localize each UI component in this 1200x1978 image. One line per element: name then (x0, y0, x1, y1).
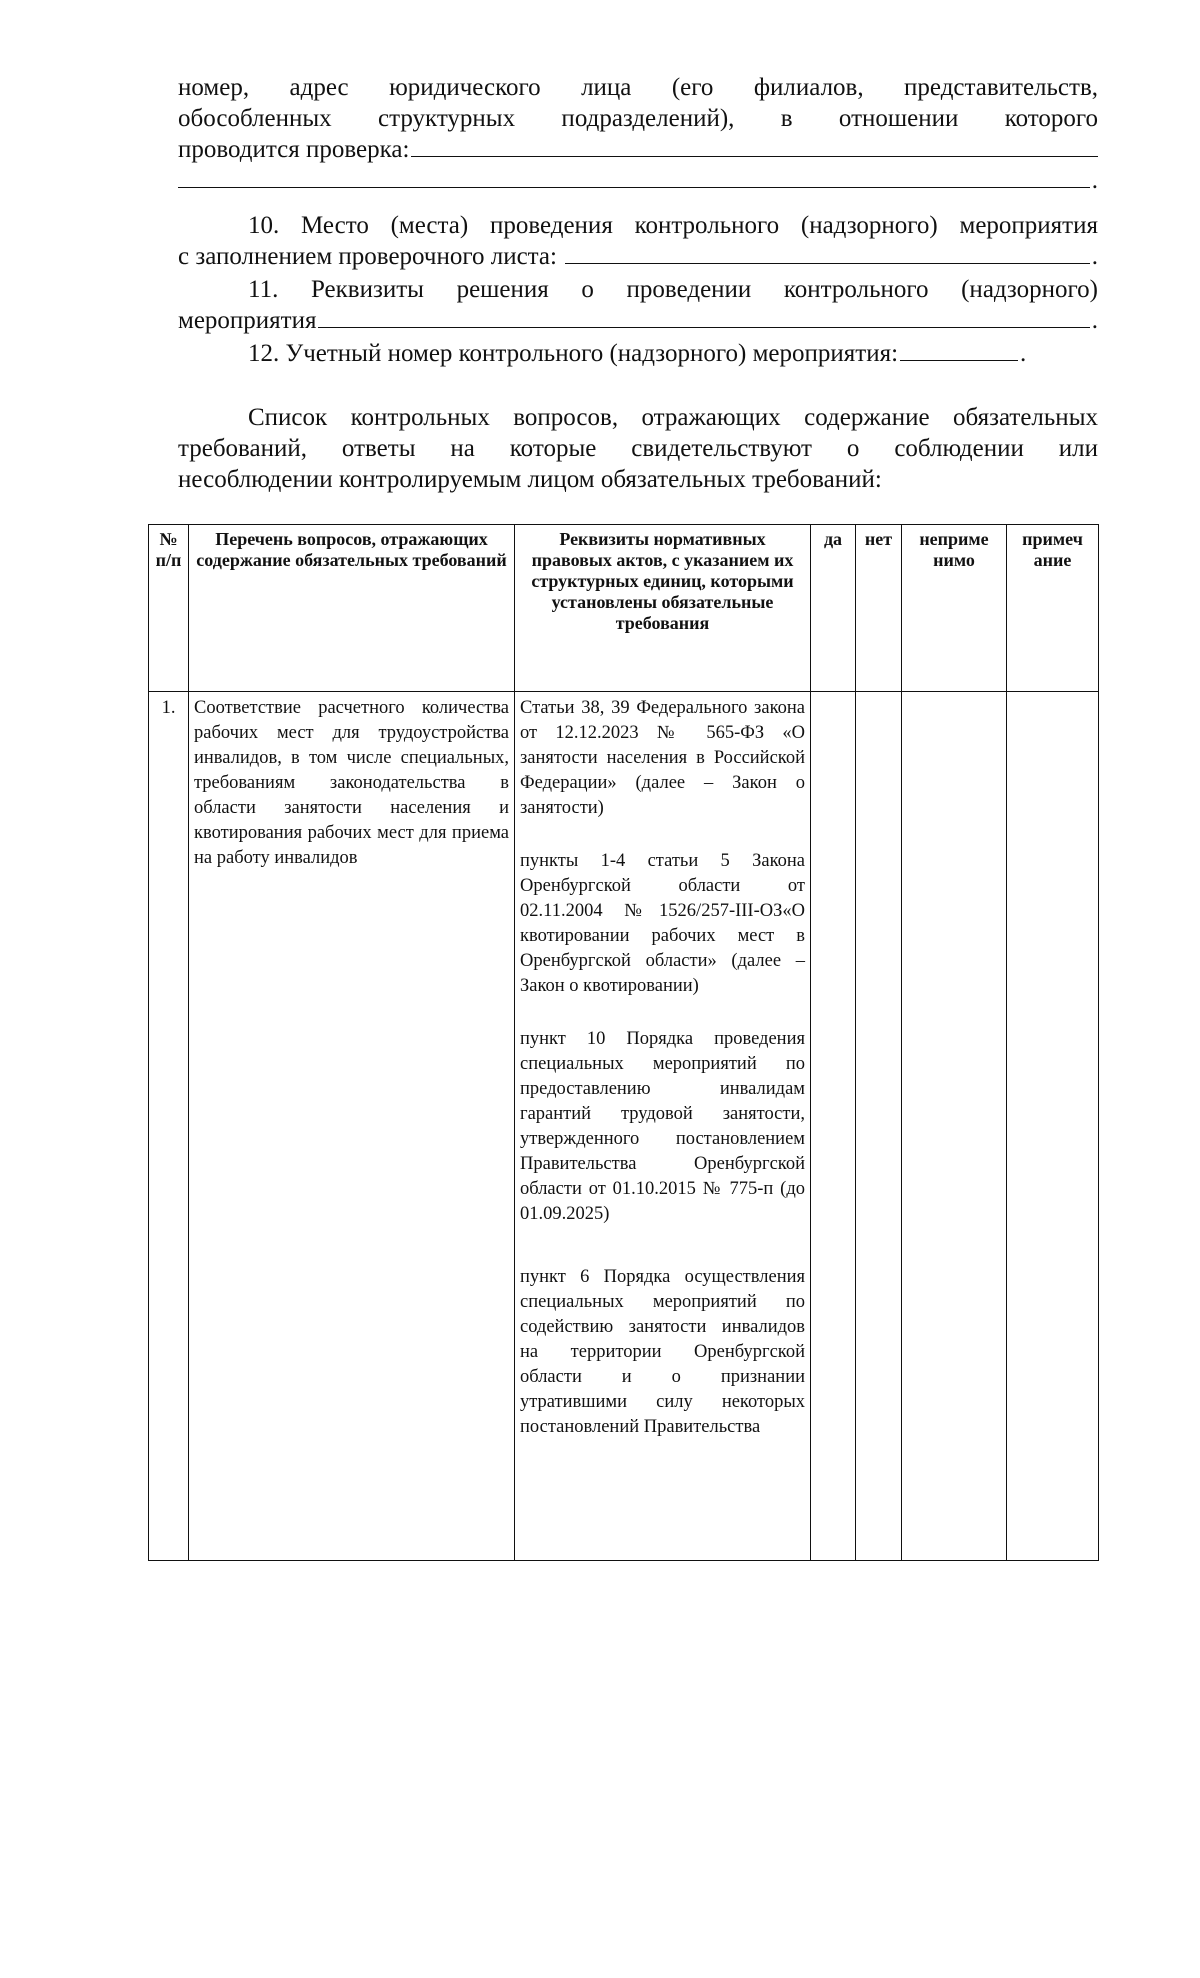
row-no-cell[interactable] (856, 692, 902, 1561)
inspection-place-blank[interactable] (565, 243, 1090, 264)
item-12-text: 12. Учетный номер контрольного (надзорного) мероприятия: (248, 340, 899, 367)
item-10-period: . (1091, 243, 1098, 270)
row-num: 1. (149, 692, 189, 1561)
item-12-period: . (1020, 340, 1027, 367)
row-note-cell[interactable] (1007, 692, 1099, 1561)
checklist-table (148, 524, 1099, 1561)
item-12-line-1 (178, 338, 1098, 369)
row-question: Соответствие расчетного количества рабочих мест для трудоустройства инвалидов, в том числе специальных, требованиям законодательства в области занятости населения и квотирования рабочих мест для приема на работу инвалидов (189, 692, 515, 1561)
requisite-4: пункт 6 Порядка осуществления специальных мероприятий по содействию занятости инвалидов на территории Оренбургской области и о признании утратившими силу некоторых постановлений Правительства (520, 1267, 805, 1437)
header-no: нет (856, 525, 902, 692)
requisite-3: пункт 10 Порядка проведения специальных мероприятий по предоставлению инвалидам гарантий трудовой занятости, утвержденного постановлением Правительства Оренбургской области от 01.10.2015 № 775-п (до 01.09.2025) (520, 1029, 805, 1224)
row-yes-cell[interactable] (811, 692, 856, 1561)
record-number-blank[interactable] (900, 340, 1018, 361)
item-12 (178, 338, 1098, 369)
header-na: неприме нимо (902, 525, 1007, 692)
item-10-line-2-text: с заполнением проверочного листа: (178, 243, 557, 270)
item-11-period: . (1091, 307, 1098, 334)
requisite-2: пункты 1-4 статьи 5 Закона Оренбургской области от 02.11.2004 №1526/257-III-ОЗ«О квотировании рабочих мест в Оренбургской области» (далее – Закон о квотировании) (520, 851, 805, 996)
list-intro-line-1: Список контрольных вопросов, отражающих содержание обязательных (248, 404, 1098, 431)
item-10-line-2 (178, 241, 1098, 272)
intro-line-3-text: проводится проверка: (178, 136, 410, 163)
item-11 (178, 274, 1098, 336)
header-yes: да (811, 525, 856, 692)
item-10 (178, 210, 1098, 272)
header-requisites: Реквизиты нормативных правовых актов, с указанием их структурных единиц, которыми установлены обязательные требования (515, 525, 811, 692)
table-header-row (149, 525, 1099, 692)
header-num: № п/п (149, 525, 189, 692)
list-intro-line-3: несоблюдении контролируемым лицом обязательных требований: (178, 466, 882, 493)
intro-paragraph (178, 72, 1098, 196)
item-11-line-2 (178, 305, 1098, 336)
intro-line-4 (178, 165, 1098, 196)
requisite-1: Статьи 38, 39 Федерального закона от 12.12.2023 № 565-ФЗ «О занятости населения в Российской Федерации» (далее – Закон о занятости) (520, 698, 805, 818)
row-requisites (515, 692, 811, 1561)
intro-line-3 (178, 134, 1098, 165)
decision-requisites-blank[interactable] (318, 307, 1089, 328)
intro-line-4-period: . (1091, 167, 1098, 194)
header-note: примеч ание (1007, 525, 1099, 692)
inspection-subject-blank-2[interactable] (178, 167, 1090, 188)
inspection-subject-blank[interactable] (411, 136, 1098, 157)
list-intro-line-2: требований, ответы на которые свидетельствуют о соблюдении или (178, 435, 1098, 462)
intro-line-2: обособленных структурных подразделений), в отношении которого (178, 105, 1098, 132)
item-11-line-2-text: мероприятия (178, 307, 317, 334)
list-intro (178, 402, 1098, 495)
table-row (149, 692, 1099, 1561)
intro-line-1: номер, адрес юридического лица (его филиалов, представительств, (178, 74, 1098, 101)
header-questions: Перечень вопросов, отражающих содержание обязательных требований (189, 525, 515, 692)
row-na-cell[interactable] (902, 692, 1007, 1561)
item-10-line-1: 10. Место (места) проведения контрольного (надзорного) мероприятия (248, 212, 1098, 239)
item-11-line-1: 11. Реквизиты решения о проведении контрольного (надзорного) (248, 276, 1098, 303)
